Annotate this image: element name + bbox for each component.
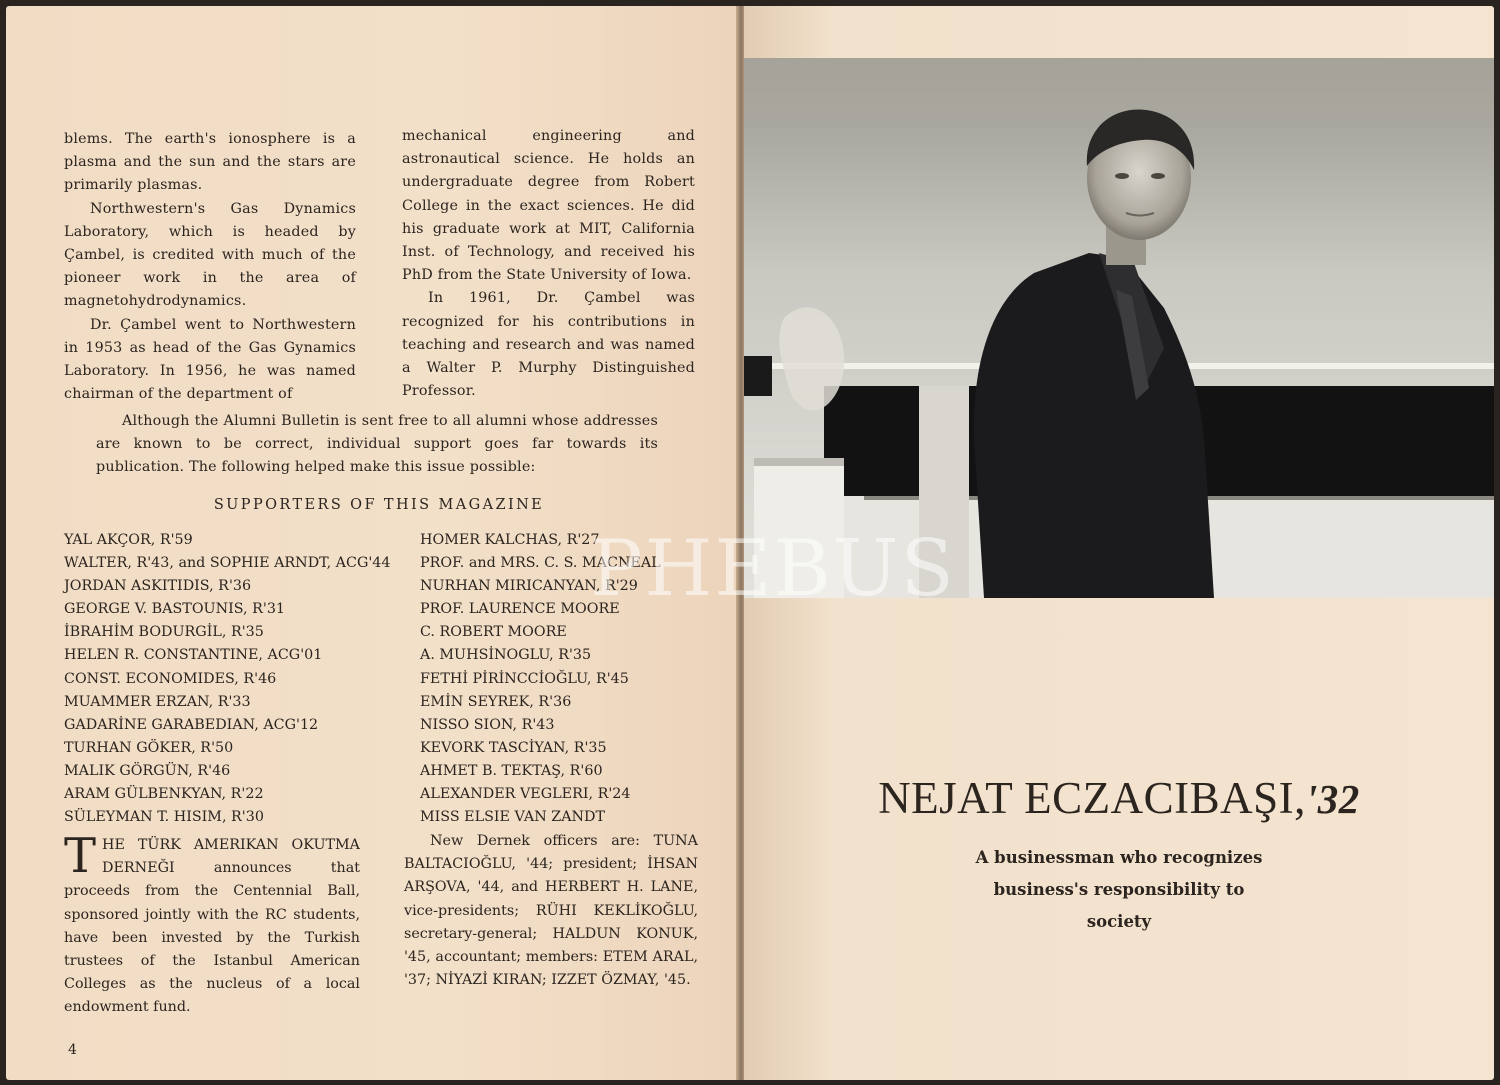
supporter-name: ARAM GÜLBENKYAN, R'22: [64, 786, 264, 803]
class-year: '32: [1305, 776, 1360, 822]
profile-name-title: [744, 772, 1494, 824]
supporters-list-left: [64, 529, 391, 829]
col1-paragraph-2: Northwestern's Gas Dynamics Laboratory, which is headed by Çambel, is credited with much of the pioneer work in the area of magnetohydrodynamics.: [64, 200, 356, 310]
drop-cap: T: [64, 828, 97, 884]
col1-paragraph-1: blems. The earth's ionosphere is a plasma and the sun and the stars are primarily plasmas.: [64, 131, 356, 194]
col2-paragraph-1: mechanical engineering and astronautical science. He holds an undergraduate degree from Robert College in the exact sciences. He did his graduate work at MIT, California Inst. of Technology, and received his PhD from the State University of Iowa.: [402, 128, 695, 284]
supporter-name: MALIK GÖRGÜN, R'46: [64, 762, 231, 779]
supporter-name: MISS ELSIE VAN ZANDT: [420, 809, 606, 826]
supporter-name: CONST. ECONOMIDES, R'46: [64, 670, 277, 687]
supporter-name: MUAMMER ERZAN, R'33: [64, 693, 251, 710]
article-column-2: [402, 125, 695, 403]
supporter-name: İBRAHİM BODURGİL, R'35: [64, 624, 264, 641]
portrait-photo-image: [744, 58, 1494, 598]
dernek-officers-text: New Dernek officers are: TUNA BALTACIOĞLU, '44; president; İHSAN ARŞOVA, '44, and HERBERT H. LANE, vice-presidents; RÜHI KEKLİKOĞLU, secretary-general; HALDUN KONUK, '45, accountant; members: ETEM ARAL, '37; NİYAZİ KIRAN; IZZET ÖZMAY, '45.: [404, 833, 698, 989]
subtitle-line: A businessman who recognizes: [975, 848, 1263, 867]
turk-amerikan-announcement: [64, 828, 360, 1020]
supporter-name: GEORGE V. BASTOUNIS, R'31: [64, 601, 286, 618]
supporter-name: ALEXANDER VEGLERI, R'24: [420, 786, 631, 803]
article-column-1: [64, 128, 356, 406]
supporter-name: JORDAN ASKITIDIS, R'36: [64, 578, 252, 595]
subtitle-line: society: [1086, 912, 1152, 931]
supporter-name: AHMET B. TEKTAŞ, R'60: [420, 762, 603, 779]
supporter-name: HELEN R. CONSTANTINE, ACG'01: [64, 647, 323, 664]
supporter-name: GADARİNE GARABEDIAN, ACG'12: [64, 716, 319, 733]
supporter-name: PROF. LAURENCE MOORE: [420, 601, 620, 618]
supporter-name: NURHAN MIRICANYAN, R'29: [420, 578, 638, 595]
supporter-name: HOMER KALCHAS, R'27: [420, 532, 600, 548]
supporter-name: FETHİ PİRİNCCİOĞLU, R'45: [420, 670, 629, 687]
supporter-name: WALTER, R'43, and SOPHIE ARNDT, ACG'44: [64, 555, 391, 572]
supporter-name: YAL AKÇOR, R'59: [64, 532, 193, 548]
supporter-name: A. MUHSİNOGLU, R'35: [420, 647, 592, 664]
announcement-text: HE TÜRK AMERIKAN OKUTMA DERNEĞI announces that proceeds from the Centennial Ball, sponsored jointly with the RC students, have been invested by the Turkish trustees of the Istanbul American Colleges as the nucleus of a local endowment fund.: [64, 837, 360, 1016]
supporter-name: C. ROBERT MOORE: [420, 624, 567, 641]
support-appeal-text: Although the Alumni Bulletin is sent free to all alumni whose addresses are known to be correct, individual support goes far towards its publication. The following helped make this issue possible:: [96, 413, 658, 476]
page-number: 4: [68, 1042, 77, 1058]
supporter-name: TURHAN GÖKER, R'50: [64, 739, 234, 756]
profile-subtitle: [744, 842, 1494, 938]
subtitle-line: business's responsibility to: [993, 880, 1245, 899]
supporter-name: SÜLEYMAN T. HISIM, R'30: [64, 809, 264, 826]
photo-watermark: PHEBUS: [590, 524, 956, 614]
support-appeal: [96, 410, 658, 480]
supporters-heading: SUPPORTERS OF THIS MAGAZINE: [213, 497, 545, 513]
col2-paragraph-2: In 1961, Dr. Çambel was recognized for his contributions in teaching and research and was named a Walter P. Murphy Distinguished Professor.: [402, 290, 695, 400]
profile-name: NEJAT ECZACIBAŞI,: [878, 773, 1306, 823]
supporter-name: KEVORK TASCİYAN, R'35: [420, 739, 607, 756]
supporter-name: EMİN SEYREK, R'36: [420, 693, 572, 710]
supporter-name: NISSO SION, R'43: [420, 716, 555, 733]
supporter-name: PROF. and MRS. C. S. MACNEAL: [420, 555, 661, 572]
dernek-officers: [404, 830, 698, 992]
col1-paragraph-3: Dr. Çambel went to Northwestern in 1953 as head of the Gas Gynamics Laboratory. In 1956, he was named chairman of the department of: [64, 316, 356, 403]
portrait-photo: [744, 58, 1494, 598]
